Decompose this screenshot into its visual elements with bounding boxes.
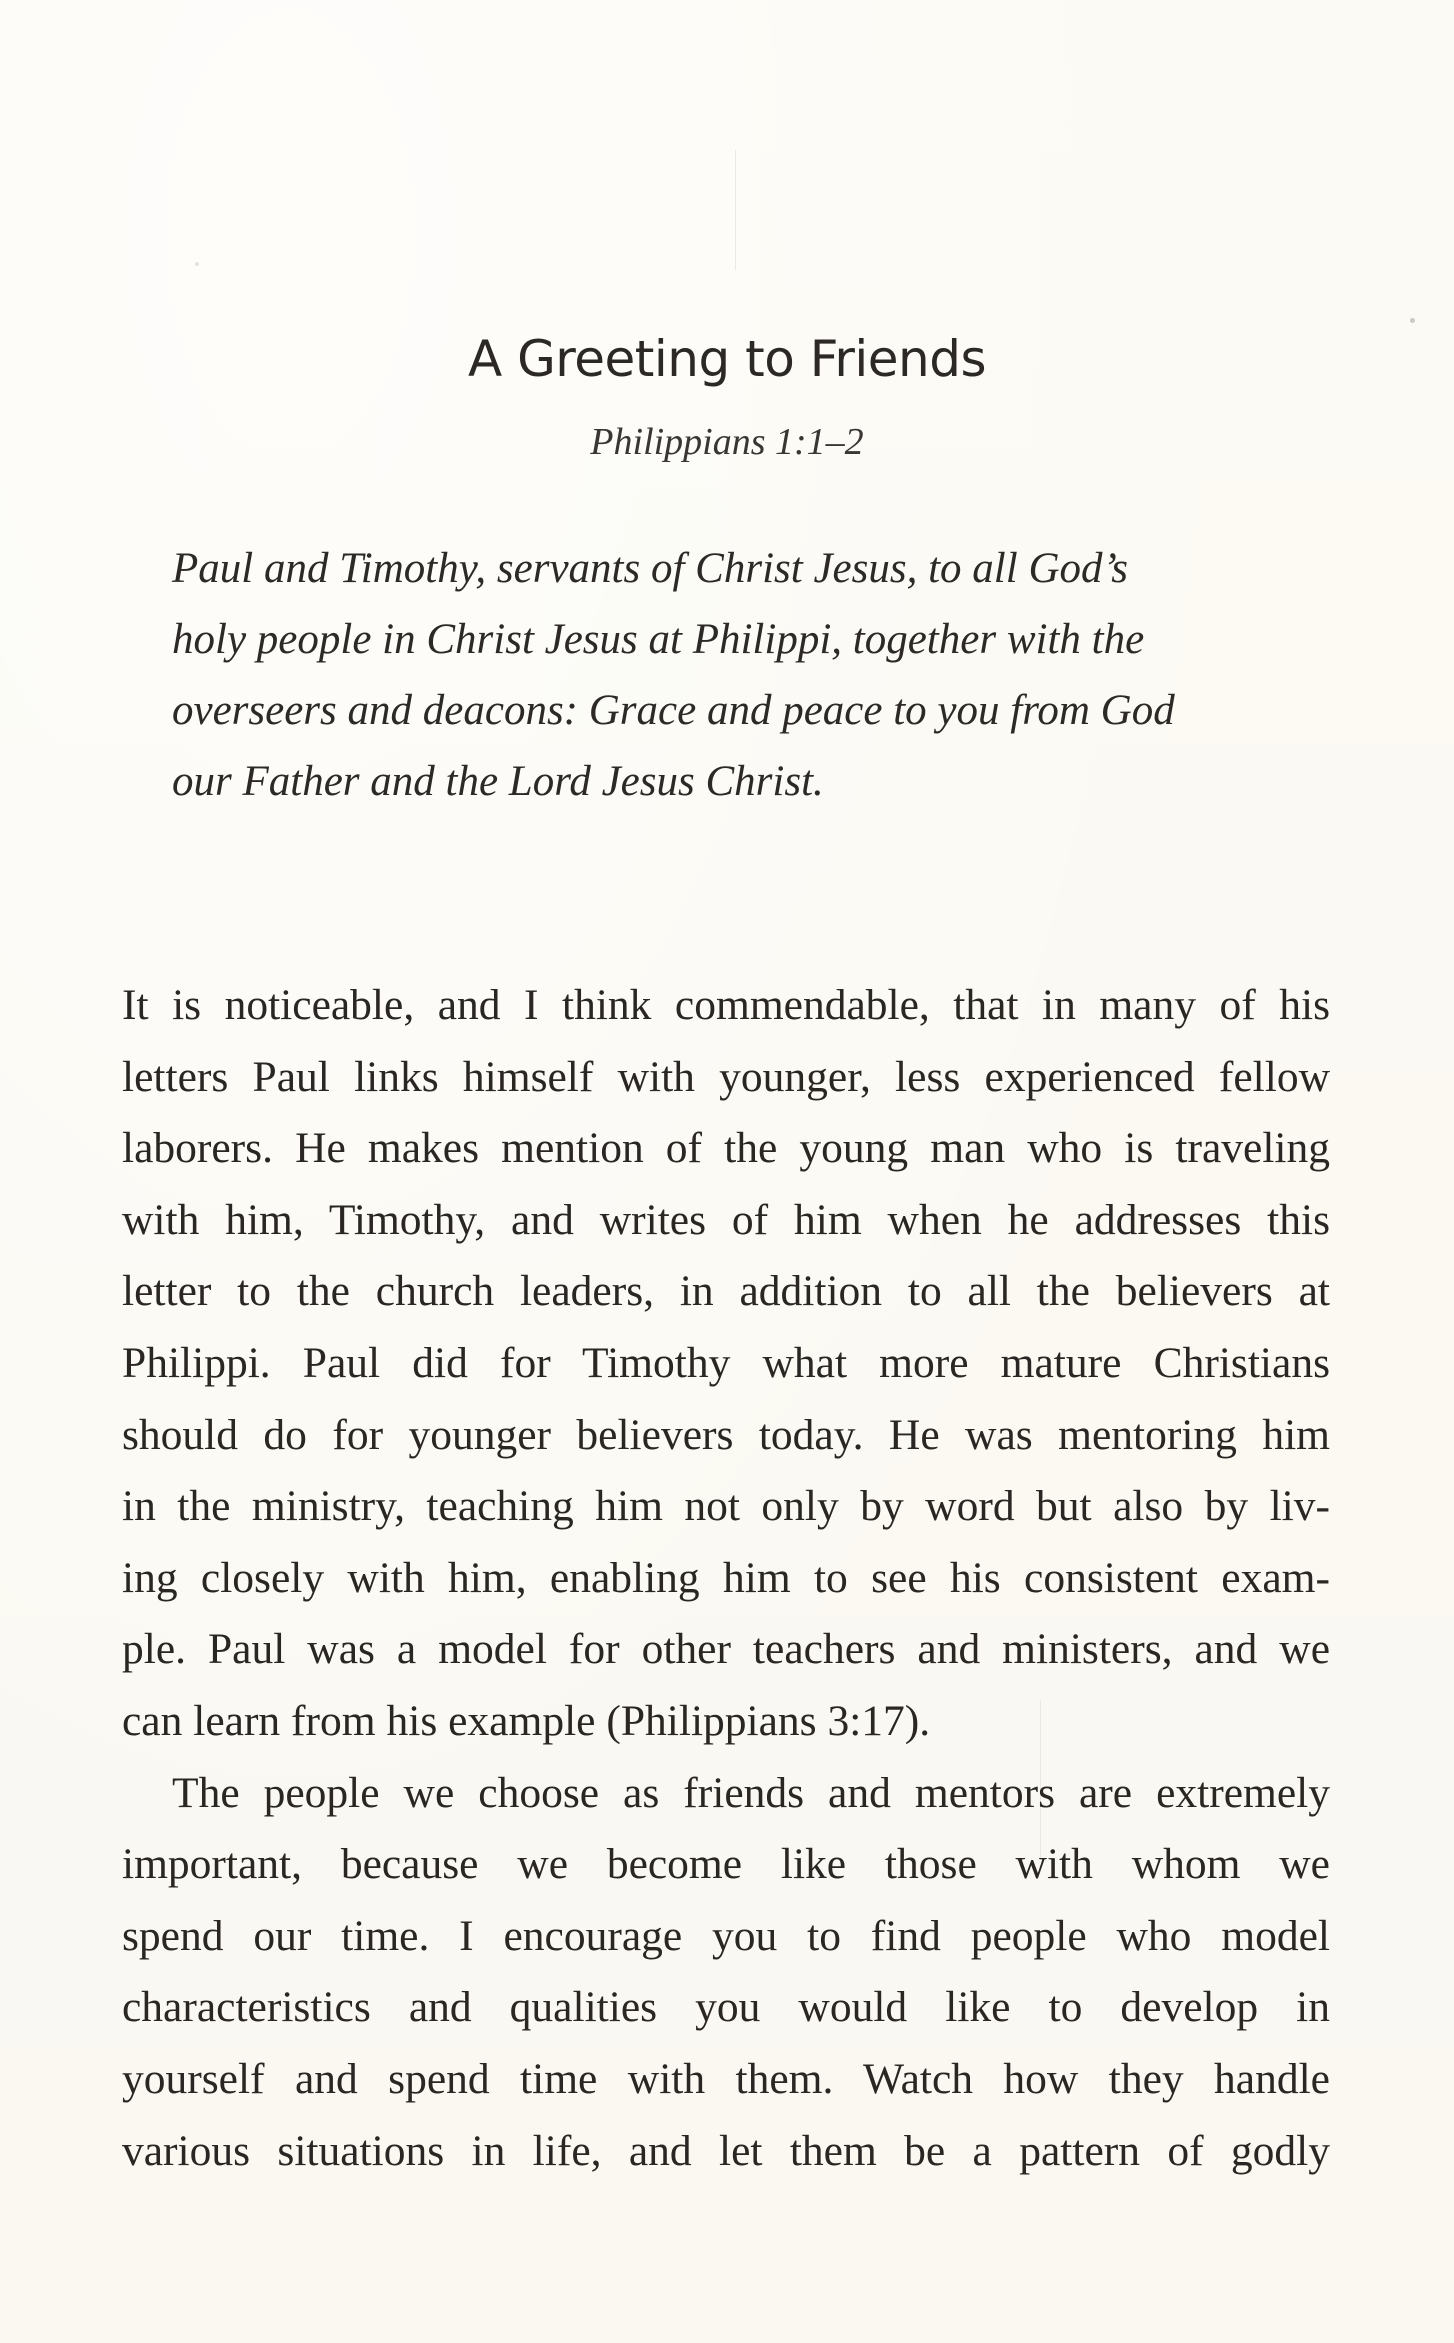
body-line: yourself and spend time with them. Watch how they handle: [122, 2054, 1330, 2103]
paper-speck: [1410, 318, 1415, 323]
paper-crease: [735, 150, 736, 270]
scripture-line: holy people in Christ Jesus at Philippi, together with the: [172, 616, 1145, 663]
body-line: Philippi. Paul did for Timothy what more mature Christians: [122, 1338, 1330, 1387]
scripture-reference: Philippians 1:1–2: [590, 421, 864, 463]
body-line: ing closely with him, enabling him to see his consistent exam-: [122, 1553, 1330, 1602]
body-line: ple. Paul was a model for other teachers and ministers, and we: [122, 1625, 1330, 1674]
body-line: should do for younger believers today. He was mentoring him: [122, 1410, 1330, 1459]
body-line: letter to the church leaders, in addition to all the believers at: [122, 1267, 1330, 1316]
body-line: spend our time. I encourage you to find people who model: [122, 1911, 1330, 1960]
body-line: with him, Timothy, and writes of him when he addresses this: [122, 1195, 1330, 1244]
scripture-line: our Father and the Lord Jesus Christ.: [172, 758, 824, 805]
body-line: various situations in life, and let them be a pattern of godly: [122, 2126, 1330, 2175]
body-line: can learn from his example (Philippians 3:17).: [122, 1696, 931, 1745]
body-line: The people we choose as friends and mentors are extremely: [172, 1768, 1330, 1817]
scripture-line: Paul and Timothy, servants of Christ Jesus, to all God’s: [172, 545, 1129, 592]
scripture-passage: [172, 533, 1282, 817]
body-line: letters Paul links himself with younger, less experienced fellow: [122, 1052, 1330, 1101]
body-line: It is noticeable, and I think commendable, that in many of his: [122, 981, 1330, 1029]
devotional-body: [122, 970, 1330, 2187]
devotional-title: A Greeting to Friends: [467, 330, 987, 388]
body-line: laborers. He makes mention of the young man who is traveling: [122, 1124, 1330, 1173]
body-paragraph: [122, 970, 1330, 1758]
paper-speck: [195, 262, 199, 266]
body-paragraph: [122, 1758, 1330, 2188]
body-line: in the ministry, teaching him not only by word but also by liv-: [122, 1482, 1330, 1531]
scripture-line: overseers and deacons: Grace and peace to you from God: [172, 687, 1175, 734]
body-line: important, because we become like those with whom we: [122, 1840, 1330, 1889]
body-line: characteristics and qualities you would like to develop in: [122, 1983, 1330, 2032]
